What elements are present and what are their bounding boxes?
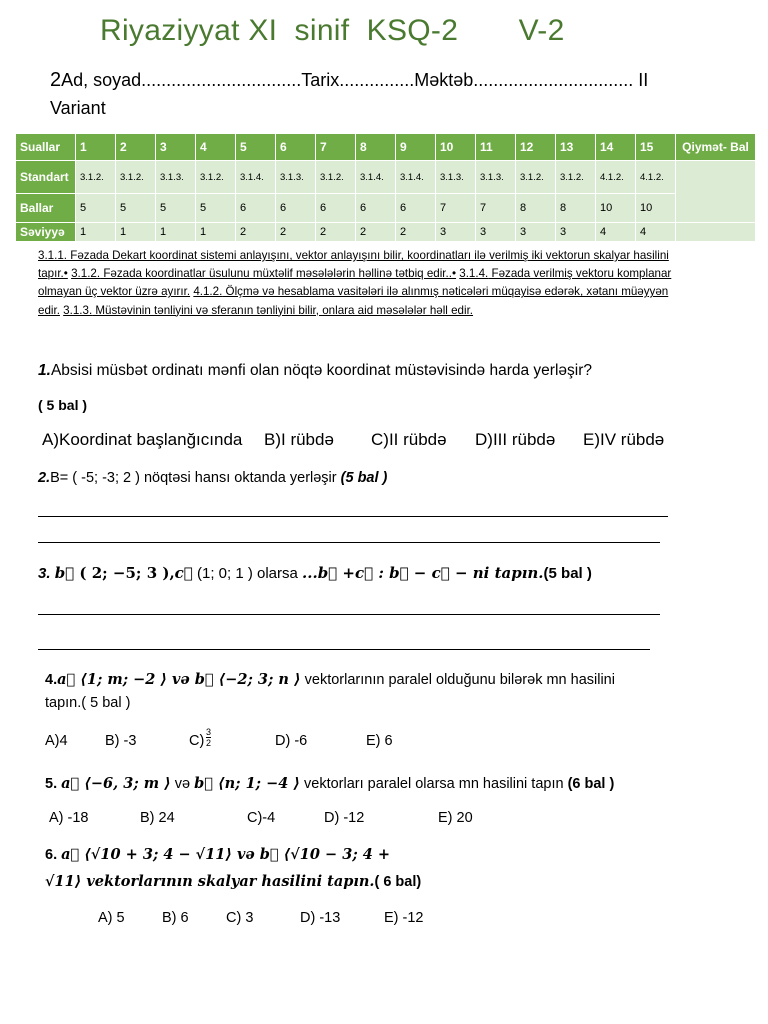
table-cell: 6	[316, 194, 356, 223]
question-number: 11	[476, 134, 516, 161]
question-number: 6	[276, 134, 316, 161]
standard-text: Fəzada Dekart koordinat sistemi anlayışını, vektor anlayışını bilir, koordinatları ilə verilmiş iki vektorun skalyar hasilini tapır.•	[38, 249, 669, 281]
table-cell: 3	[516, 223, 556, 242]
student-info-line	[50, 66, 690, 122]
question-text: vektorları paralel olarsa mn hasilini tapın	[300, 776, 568, 792]
table-cell: 4	[636, 223, 676, 242]
table-cell: 6	[396, 194, 436, 223]
table-cell: 3.1.3.	[156, 161, 196, 194]
question-text: vektorlarının paralel olduğunu bilərək mn hasilini	[300, 672, 615, 688]
question-number: 7	[316, 134, 356, 161]
table-header-row	[16, 134, 756, 161]
question-4-points: tapın.( 5 bal )	[45, 695, 131, 711]
table-header-label: Suallar	[16, 134, 76, 161]
answer-line	[38, 614, 660, 615]
answer-option: B) 6	[162, 910, 189, 926]
question-number: 14	[596, 134, 636, 161]
table-cell: 2	[356, 223, 396, 242]
page-title: Riyaziyyat XI sinif KSQ-2 V-2	[100, 14, 565, 47]
table-cell: 3	[556, 223, 596, 242]
question-text: Absisi müsbət ordinatı mənfi olan nöqtə koordinat müstəvisində harda yerləşir?	[50, 362, 592, 379]
row-label: Standart	[16, 161, 76, 194]
answer-line	[38, 542, 660, 543]
table-cell: 3.1.2.	[556, 161, 596, 194]
score-cell	[676, 161, 756, 223]
table-cell: 1	[76, 223, 116, 242]
answer-option: D) -13	[300, 910, 341, 926]
answer-line	[38, 649, 650, 650]
fraction-denominator: 2	[206, 738, 212, 748]
question-5-options	[0, 810, 768, 834]
table-cell: 3.1.2.	[516, 161, 556, 194]
row-label: Səviyyə	[16, 223, 76, 242]
table-cell: 7	[436, 194, 476, 223]
question-text: B= ( -5; -3; 2 ) nöqtəsi hansı oktanda yerləşir	[50, 470, 337, 486]
answer-option: C)II rübdə	[371, 430, 447, 449]
question-6-options	[0, 910, 768, 934]
table-cell: 10	[596, 194, 636, 223]
question-number: 12	[516, 134, 556, 161]
table-cell: 2	[316, 223, 356, 242]
table-cell: 2	[396, 223, 436, 242]
question-number: 8	[356, 134, 396, 161]
answer-option: E) -12	[384, 910, 424, 926]
answer-option: D)III rübdə	[475, 430, 556, 449]
table-cell: 3.1.3.	[436, 161, 476, 194]
table-row-standart	[16, 161, 756, 194]
question-number: 9	[396, 134, 436, 161]
table-cell: 1	[116, 223, 156, 242]
score-header: Qiymət- Bal	[676, 134, 756, 161]
standard-code: 3.1.4.	[459, 267, 489, 281]
standard-code: 3.1.2.	[71, 267, 101, 281]
question-number: 6.	[45, 847, 62, 863]
table-cell: 1	[196, 223, 236, 242]
question-number: 2.	[38, 470, 51, 486]
table-cell: 4.1.2.	[636, 161, 676, 194]
standard-code: 3.1.3.	[63, 303, 93, 317]
question-expression: b⃗ ⟨n; 1; −4 ⟩	[194, 775, 300, 792]
table-cell: 3.1.3.	[276, 161, 316, 194]
table-cell: 1	[156, 223, 196, 242]
table-cell: 5	[156, 194, 196, 223]
question-4	[45, 671, 615, 688]
answer-option: B)I rübdə	[264, 430, 334, 449]
table-cell: 8	[516, 194, 556, 223]
table-cell: 6	[276, 194, 316, 223]
standards-description	[38, 247, 678, 320]
header-text: Ad, soyad................................Tarix...............Məktəb................................ II Variant	[50, 70, 649, 118]
question-1-points: ( 5 bal )	[38, 397, 88, 413]
table-cell: 3.1.2.	[76, 161, 116, 194]
question-number: 1.	[38, 362, 51, 379]
question-number: 1	[76, 134, 116, 161]
table-row-ballar	[16, 194, 756, 223]
question-expression: a⃗ ⟨1; m; −2 ⟩ və b⃗ ⟨−2; 3; n ⟩	[57, 671, 301, 688]
question-number: 15	[636, 134, 676, 161]
table-cell: 5	[196, 194, 236, 223]
question-number: 10	[436, 134, 476, 161]
question-number: 3	[156, 134, 196, 161]
table-cell: 3.1.2.	[116, 161, 156, 194]
answer-line	[38, 516, 668, 517]
table-cell: 3.1.2.	[316, 161, 356, 194]
answer-option: A)Koordinat başlanğıcında	[42, 430, 243, 449]
standard-code: 4.1.2.	[193, 285, 223, 299]
table-cell: 3.1.2.	[196, 161, 236, 194]
table-cell: 2	[276, 223, 316, 242]
standard-text: Fəzada koordinatlar üsulunu müxtəlif məsələlərin həllinə tətbiq edir..•	[100, 267, 457, 281]
question-2	[38, 470, 387, 486]
table-cell: 3.1.4.	[236, 161, 276, 194]
standard-text: Ölçmə və hesablama vasitələri ilə alınmış nəticələri müqayisə edərək, xətanı müəyyən edir.	[38, 285, 669, 317]
question-expression: a⃗ ⟨−6, 3; m ⟩	[61, 775, 171, 792]
table-cell: 5	[76, 194, 116, 223]
answer-option: A) 5	[98, 910, 125, 926]
answer-option: B) -3	[105, 733, 137, 749]
table-cell: 5	[116, 194, 156, 223]
question-expression: a⃗ ⟨√10 + 3; 4 − √11⟩ və b⃗ ⟨√10 − 3; 4 +	[61, 846, 391, 863]
question-points: (5 bal )	[340, 470, 388, 486]
answer-option: B) 24	[140, 810, 175, 826]
question-number: 5	[236, 134, 276, 161]
question-points: (6 bal )	[567, 776, 615, 792]
answer-option: D) -6	[275, 733, 308, 749]
table-cell: 4	[596, 223, 636, 242]
question-number: 2	[116, 134, 156, 161]
vector-b: b⃗	[54, 564, 75, 582]
table-cell: 10	[636, 194, 676, 223]
answer-option: C)	[189, 733, 205, 749]
question-points: ( 6 bal)	[374, 874, 422, 890]
table-cell: 7	[476, 194, 516, 223]
question-4-options	[0, 727, 768, 761]
question-expression: √11⟩ vektorlarının skalyar hasilini tapın.	[45, 873, 375, 890]
answer-option: D) -12	[324, 810, 365, 826]
question-number: 13	[556, 134, 596, 161]
answer-option: A)4	[45, 733, 68, 749]
standards-table	[15, 133, 756, 242]
score-cell	[676, 223, 756, 242]
standard-text: Müstəvinin tənliyini və sferanın tənliyini bilir, onlara aid məsələlər həll edir.	[92, 303, 474, 317]
table-cell: 3.1.4.	[396, 161, 436, 194]
answer-option: E)IV rübdə	[583, 430, 665, 449]
table-cell: 3	[476, 223, 516, 242]
table-cell: 3.1.3.	[476, 161, 516, 194]
row-label: Ballar	[16, 194, 76, 223]
question-number: 3.	[38, 565, 55, 582]
question-5	[45, 775, 614, 792]
vector-c: c⃗	[174, 564, 193, 582]
fraction	[206, 727, 211, 748]
table-cell: 3	[436, 223, 476, 242]
fraction-numerator: 3	[206, 727, 212, 737]
question-expression: ...b⃗ +c⃗ : b⃗ − c⃗ − ni tapın.	[302, 564, 544, 582]
question-1-options	[0, 430, 768, 454]
header-prefix: 2	[50, 69, 62, 91]
table-cell: 6	[356, 194, 396, 223]
table-cell: 2	[236, 223, 276, 242]
question-number: 4	[196, 134, 236, 161]
standard-text: Fəzada verilmiş vektoru komplanar olmayan üç vektor üzrə ayırır.	[38, 267, 672, 299]
table-cell: 3.1.4.	[356, 161, 396, 194]
table-cell: 8	[556, 194, 596, 223]
question-6	[45, 846, 390, 863]
question-6-line2	[45, 873, 421, 890]
answer-option: E) 6	[366, 733, 393, 749]
answer-option: C)-4	[247, 810, 276, 826]
question-3	[38, 564, 592, 582]
question-1	[38, 362, 738, 380]
standard-code: 3.1.1.	[38, 249, 68, 262]
question-number: 5.	[45, 776, 62, 792]
answer-option: A) -18	[49, 810, 89, 826]
table-cell: 6	[236, 194, 276, 223]
answer-option: C) 3	[226, 910, 254, 926]
vector-b-coords: ( 2; −5; 3 ),	[74, 564, 175, 582]
table-cell: 4.1.2.	[596, 161, 636, 194]
question-text: və	[170, 776, 195, 792]
table-row-seviyye	[16, 223, 756, 242]
answer-option: E) 20	[438, 810, 473, 826]
question-number: 4.	[45, 672, 58, 688]
question-points: (5 bal )	[543, 565, 592, 582]
vector-c-coords: (1; 0; 1 ) olarsa	[192, 565, 303, 582]
